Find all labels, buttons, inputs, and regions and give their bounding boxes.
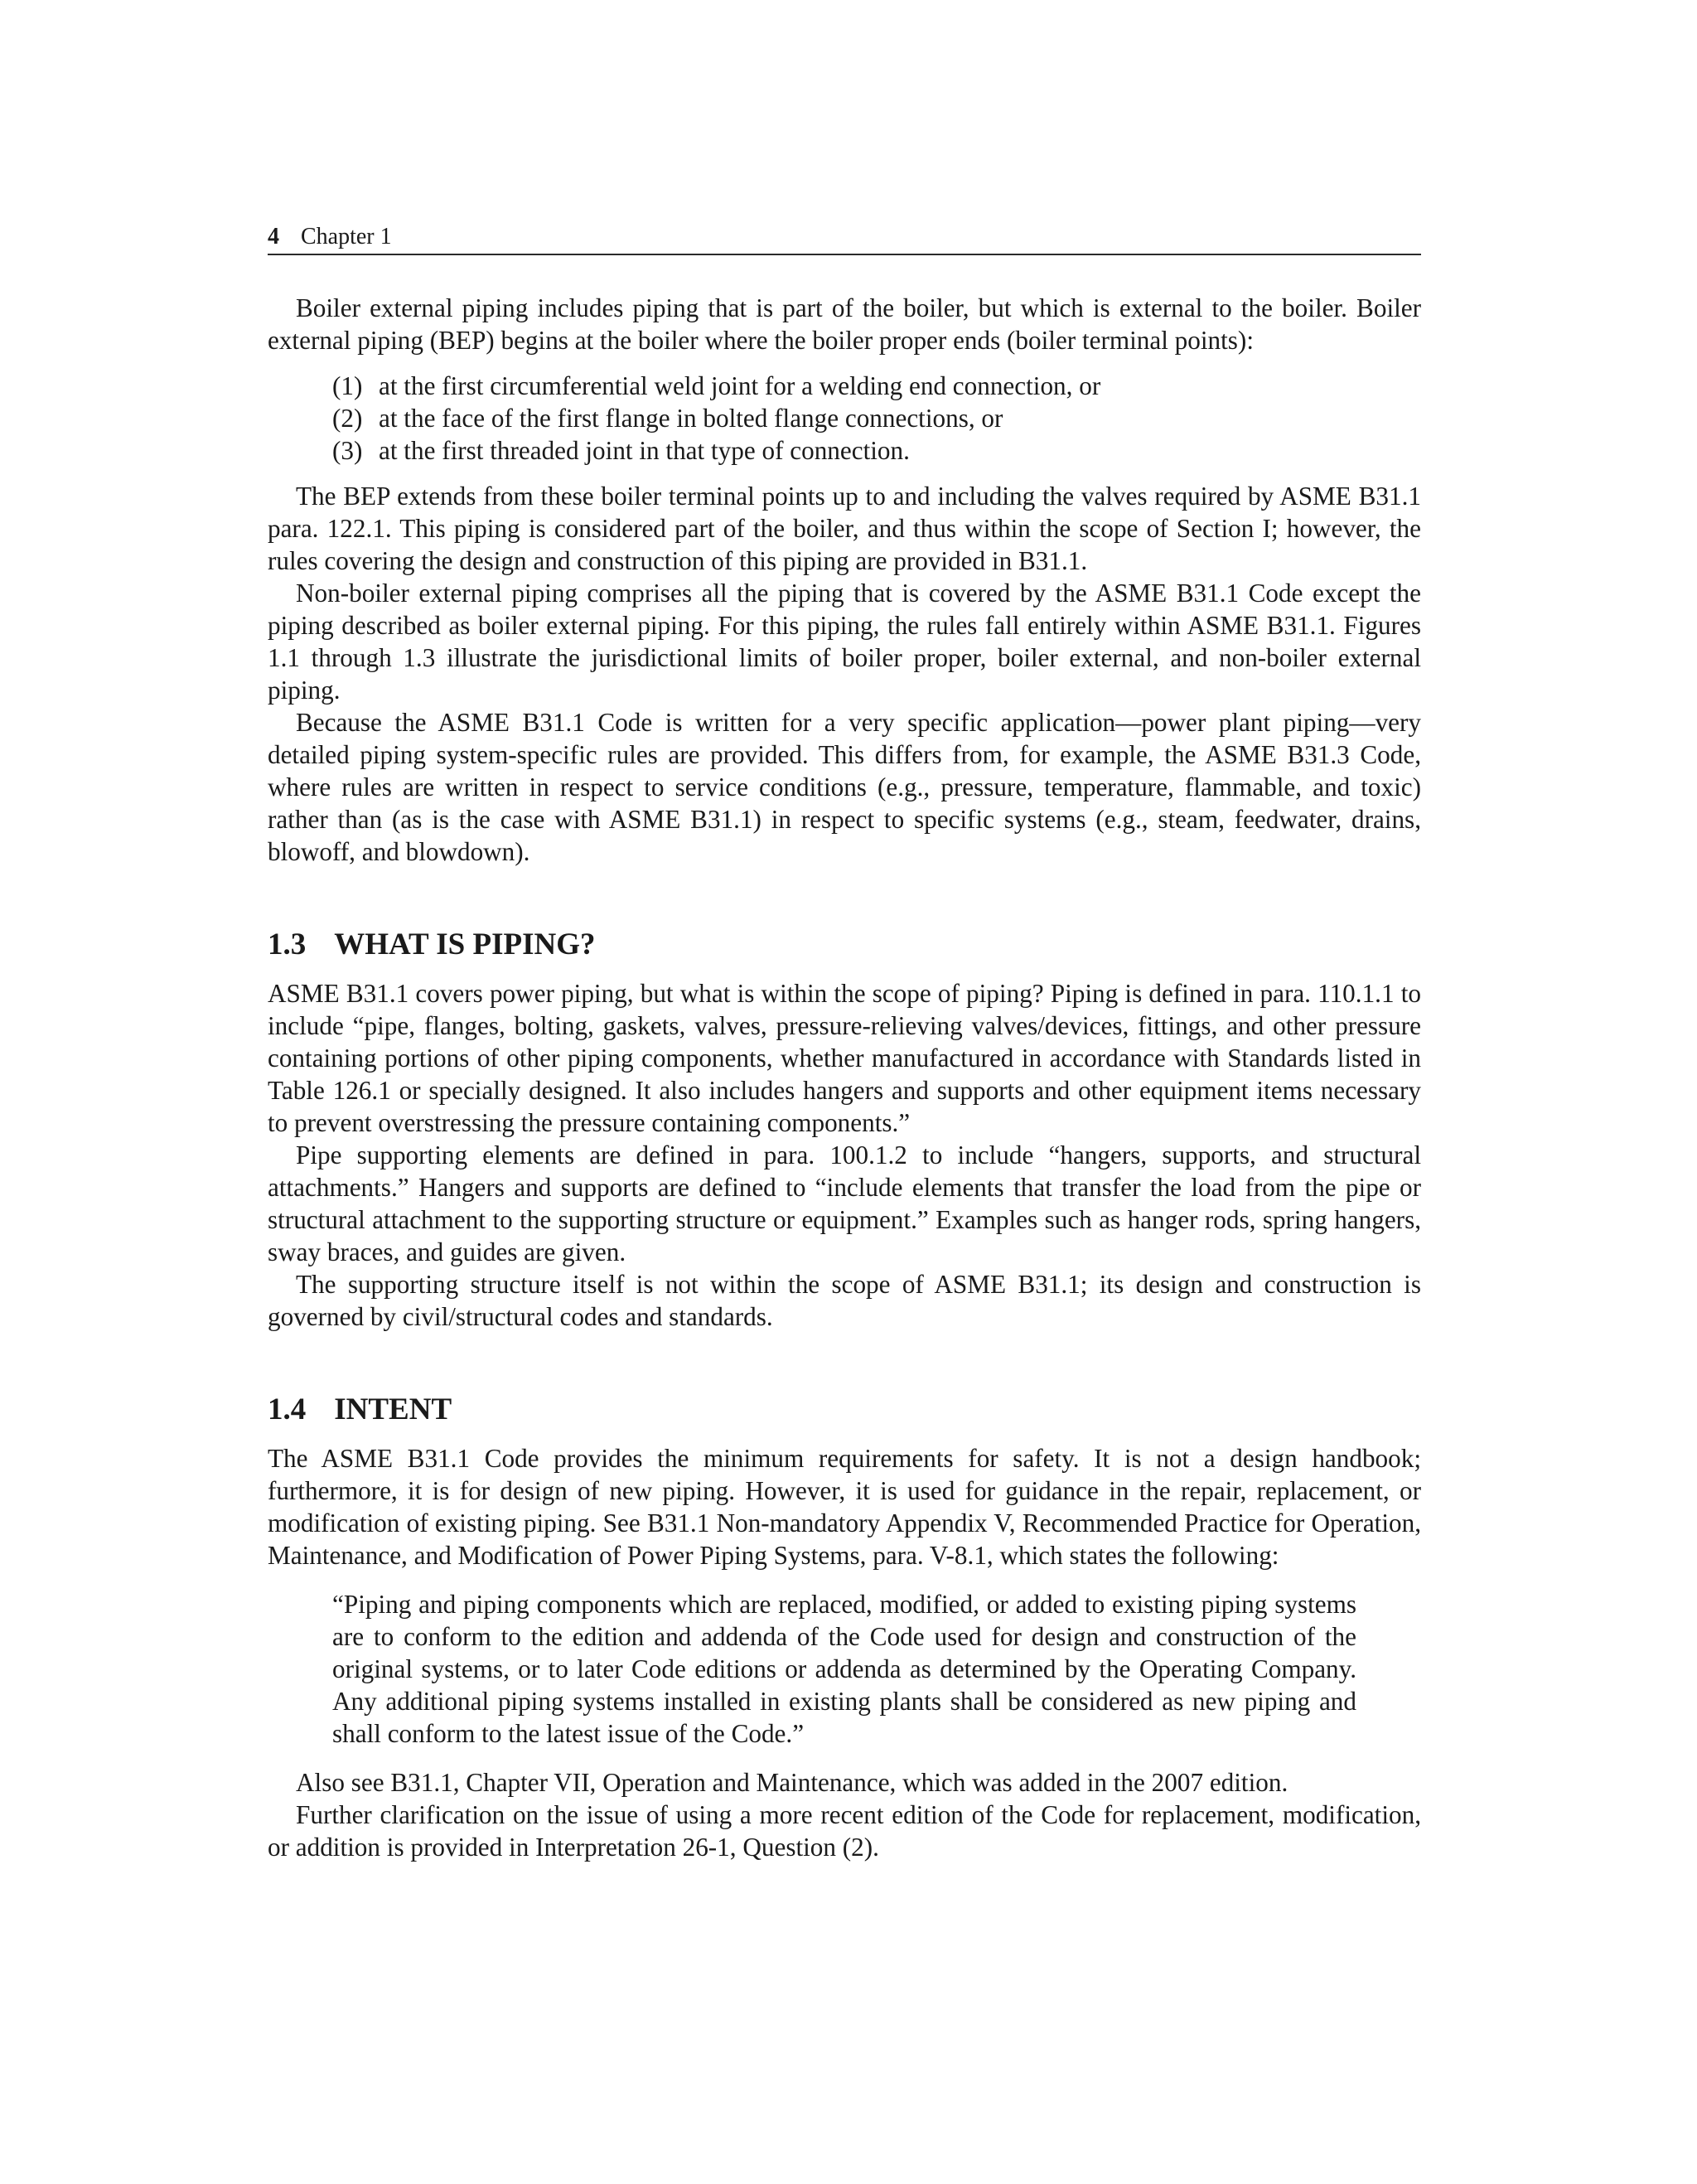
- list-item-text: at the first threaded joint in that type of connection.: [379, 436, 910, 465]
- section-1-3-paragraph-3: The supporting structure itself is not within the scope of ASME B31.1; its design and construction is governed by civil/structural codes and standards.: [268, 1270, 1421, 1331]
- section-1-3-paragraph-2: Pipe supporting elements are defined in para. 100.1.2 to include “hangers, supports, and structural attachments.” Hangers and supports are defined to “include elements that transfer the load from the pipe or structural attachment to the supporting structure or equipment.” Examples such as hanger rods, spring hangers, sway braces, and guides are given.: [268, 1140, 1421, 1266]
- section-heading-1-3: [268, 926, 1421, 964]
- page: [268, 224, 1421, 1863]
- section-title: INTENT: [334, 1392, 452, 1426]
- section-1-3-paragraph-1: ASME B31.1 covers power piping, but what is within the scope of piping? Piping is defined in para. 110.1.1 to include “pipe, flanges, bolting, gaskets, valves, pressure-relieving valves/devices, fittings, and other pressure containing portions of other piping components, whether manufactured in accordance with Standards listed in Table 126.1 or specially designed. It also includes hangers and supports and other equipment items necessary to prevent overstressing the pressure containing components.”: [268, 979, 1421, 1137]
- block-quote: “Piping and piping components which are replaced, modified, or added to existing piping systems are to conform to the edition and addenda of the Code used for design and construction of the original systems, or to later Code editions or addenda as determined by the Operating Company. Any additional piping systems installed in existing plants shall be considered as new piping and shall conform to the latest issue of the Code.”: [332, 1590, 1356, 1748]
- section-1-4-paragraph-1: The ASME B31.1 Code provides the minimum requirements for safety. It is not a design handbook; furthermore, it is for design of new piping. However, it is used for guidance in the repair, replacement, or modification of existing piping. See B31.1 Non-mandatory Appendix V, Recommended Practice for Operation, Maintenance, and Modification of Power Piping Systems, para. V-8.1, which states the following:: [268, 1444, 1421, 1570]
- list-item-number: (1): [332, 371, 363, 400]
- intro-paragraph-3: Non-boiler external piping comprises all the piping that is covered by the ASME B31.1 Code except the piping described as boiler external piping. For this piping, the rules fall entirely within ASME B31.1. Figures 1.1 through 1.3 illustrate the jurisdictional limits of boiler proper, boiler external, and non-boiler external piping.: [268, 579, 1421, 705]
- page-number: 4: [268, 224, 279, 249]
- list-item-number: (3): [332, 436, 363, 465]
- section-number: 1.3: [268, 927, 307, 961]
- running-head: [268, 224, 1421, 255]
- chapter-label: Chapter 1: [301, 224, 392, 249]
- list-item-text: at the first circumferential weld joint for a welding end connection, or: [379, 371, 1101, 400]
- list-item-text: at the face of the first flange in bolted flange connections, or: [379, 404, 1003, 433]
- intro-paragraph-4: Because the ASME B31.1 Code is written for a very specific application—power plant piping—very detailed piping system-specific rules are provided. This differs from, for example, the ASME B31.3 Code, where rules are written in respect to service conditions (e.g., pressure, temperature, flammable, and toxic) rather than (as is the case with ASME B31.1) in respect to specific systems (e.g., steam, feedwater, drains, blowoff, and blowdown).: [268, 708, 1421, 866]
- section-1-4-paragraph-2: Also see B31.1, Chapter VII, Operation and Maintenance, which was added in the 2007 edition.: [296, 1768, 1288, 1797]
- list-item: [332, 370, 1421, 402]
- intro-paragraph-1: Boiler external piping includes piping that is part of the boiler, but which is external to the boiler. Boiler external piping (BEP) begins at the boiler where the boiler proper ends (boiler terminal points):: [268, 293, 1421, 355]
- list-item: [332, 434, 1421, 467]
- page-content: [268, 292, 1421, 1863]
- list-item: [332, 402, 1421, 434]
- terminal-points-list: [268, 370, 1421, 467]
- list-item-number: (2): [332, 404, 363, 433]
- section-heading-1-4: [268, 1391, 1421, 1429]
- section-1-4-paragraph-3: Further clarification on the issue of using a more recent edition of the Code for replacement, modification, or addition is provided in Interpretation 26-1, Question (2).: [268, 1800, 1421, 1862]
- section-number: 1.4: [268, 1392, 307, 1426]
- intro-paragraph-2: The BEP extends from these boiler terminal points up to and including the valves required by ASME B31.1 para. 122.1. This piping is considered part of the boiler, and thus within the scope of Section I; however, the rules covering the design and construction of this piping are provided in B31.1.: [268, 482, 1421, 575]
- section-title: WHAT IS PIPING?: [334, 927, 596, 961]
